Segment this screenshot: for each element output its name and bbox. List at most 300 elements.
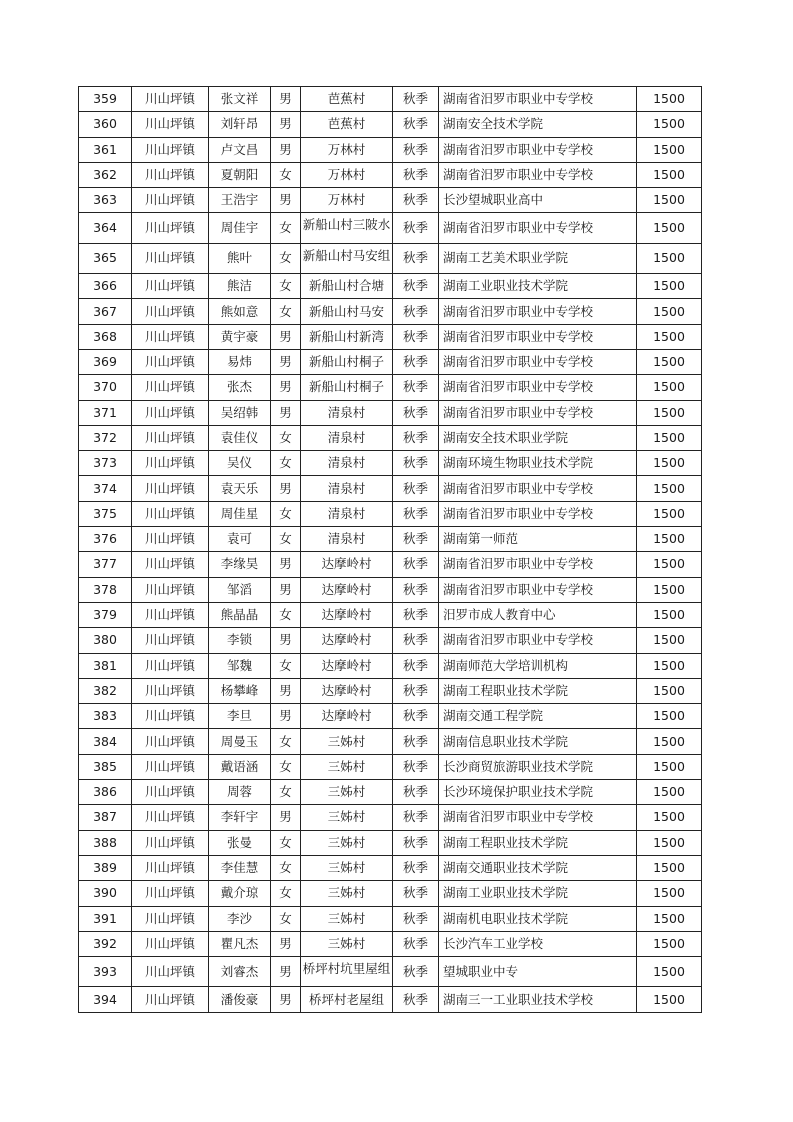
amount-cell: 1500 [637,830,702,855]
term-cell: 秋季 [393,780,439,805]
serial-cell: 361 [79,137,132,162]
gender-cell: 男 [271,678,301,703]
village-cell: 达摩岭村 [301,678,393,703]
amount-cell: 1500 [637,451,702,476]
town-cell: 川山坪镇 [132,881,209,906]
serial-cell: 370 [79,375,132,400]
village-cell: 万林村 [301,137,393,162]
name-cell: 袁天乐 [209,476,271,501]
table-row [79,931,702,956]
table-row [79,602,702,627]
gender-cell: 男 [271,375,301,400]
term-cell: 秋季 [393,425,439,450]
amount-cell: 1500 [637,112,702,137]
amount-cell: 1500 [637,375,702,400]
gender-cell: 男 [271,476,301,501]
village-cell: 新船山村马安 [301,299,393,324]
gender-cell: 男 [271,704,301,729]
village-cell: 清泉村 [301,527,393,552]
amount-cell: 1500 [637,552,702,577]
amount-cell: 1500 [637,501,702,526]
gender-cell: 男 [271,552,301,577]
table-row [79,349,702,374]
gender-cell: 女 [271,243,301,273]
name-cell: 熊叶 [209,243,271,273]
serial-cell: 366 [79,274,132,299]
village-cell: 三姊村 [301,805,393,830]
amount-cell: 1500 [637,704,702,729]
name-cell: 熊如意 [209,299,271,324]
town-cell: 川山坪镇 [132,577,209,602]
amount-cell: 1500 [637,243,702,273]
village-cell: 新船山村新湾 [301,324,393,349]
village-cell: 达摩岭村 [301,602,393,627]
amount-cell: 1500 [637,678,702,703]
village-cell: 清泉村 [301,476,393,501]
town-cell: 川山坪镇 [132,830,209,855]
village-cell: 芭蕉村 [301,87,393,112]
village-cell: 三姊村 [301,729,393,754]
town-cell: 川山坪镇 [132,552,209,577]
gender-cell: 女 [271,162,301,187]
term-cell: 秋季 [393,678,439,703]
gender-cell: 女 [271,213,301,243]
name-cell: 卢文昌 [209,137,271,162]
serial-cell: 365 [79,243,132,273]
school-cell: 湖南省汨罗市职业中专学校 [439,628,637,653]
name-cell: 吴仪 [209,451,271,476]
amount-cell: 1500 [637,527,702,552]
town-cell: 川山坪镇 [132,137,209,162]
school-cell: 湖南省汨罗市职业中专学校 [439,577,637,602]
gender-cell: 女 [271,830,301,855]
name-cell: 杨攀峰 [209,678,271,703]
school-cell: 湖南工业职业技术学院 [439,881,637,906]
table-row [79,451,702,476]
gender-cell: 女 [271,501,301,526]
village-cell: 三姊村 [301,780,393,805]
serial-cell: 392 [79,931,132,956]
amount-cell: 1500 [637,188,702,213]
serial-cell: 369 [79,349,132,374]
amount-cell: 1500 [637,137,702,162]
table-row [79,188,702,213]
term-cell: 秋季 [393,324,439,349]
gender-cell: 女 [271,425,301,450]
table-row [79,729,702,754]
school-cell: 湖南交通职业技术学院 [439,855,637,880]
village-cell: 达摩岭村 [301,552,393,577]
table-row [79,299,702,324]
serial-cell: 384 [79,729,132,754]
amount-cell: 1500 [637,476,702,501]
town-cell: 川山坪镇 [132,349,209,374]
term-cell: 秋季 [393,112,439,137]
town-cell: 川山坪镇 [132,425,209,450]
term-cell: 秋季 [393,527,439,552]
serial-cell: 394 [79,987,132,1012]
village-cell: 万林村 [301,188,393,213]
school-cell: 湖南第一师范 [439,527,637,552]
serial-cell: 386 [79,780,132,805]
name-cell: 张文祥 [209,87,271,112]
serial-cell: 389 [79,855,132,880]
amount-cell: 1500 [637,653,702,678]
table-row [79,112,702,137]
name-cell: 周蓉 [209,780,271,805]
table-row [79,375,702,400]
table-row [79,501,702,526]
town-cell: 川山坪镇 [132,87,209,112]
name-cell: 李沙 [209,906,271,931]
town-cell: 川山坪镇 [132,602,209,627]
name-cell: 李佳慧 [209,855,271,880]
amount-cell: 1500 [637,957,702,987]
school-cell: 湖南省汨罗市职业中专学校 [439,87,637,112]
gender-cell: 女 [271,881,301,906]
amount-cell: 1500 [637,729,702,754]
name-cell: 李缘昊 [209,552,271,577]
amount-cell: 1500 [637,931,702,956]
town-cell: 川山坪镇 [132,754,209,779]
school-cell: 湖南工艺美术职业学院 [439,243,637,273]
gender-cell: 女 [271,729,301,754]
table-row [79,855,702,880]
town-cell: 川山坪镇 [132,957,209,987]
term-cell: 秋季 [393,552,439,577]
town-cell: 川山坪镇 [132,678,209,703]
serial-cell: 383 [79,704,132,729]
gender-cell: 男 [271,577,301,602]
amount-cell: 1500 [637,987,702,1012]
table-row [79,830,702,855]
name-cell: 王浩宇 [209,188,271,213]
name-cell: 戴语涵 [209,754,271,779]
name-cell: 夏朝阳 [209,162,271,187]
town-cell: 川山坪镇 [132,299,209,324]
serial-cell: 380 [79,628,132,653]
table-row [79,906,702,931]
town-cell: 川山坪镇 [132,855,209,880]
amount-cell: 1500 [637,400,702,425]
name-cell: 瞿凡杰 [209,931,271,956]
term-cell: 秋季 [393,188,439,213]
village-cell: 清泉村 [301,451,393,476]
serial-cell: 372 [79,425,132,450]
school-cell: 湖南省汨罗市职业中专学校 [439,501,637,526]
gender-cell: 男 [271,628,301,653]
term-cell: 秋季 [393,349,439,374]
gender-cell: 女 [271,602,301,627]
town-cell: 川山坪镇 [132,987,209,1012]
serial-cell: 367 [79,299,132,324]
term-cell: 秋季 [393,906,439,931]
village-cell: 三姊村 [301,830,393,855]
serial-cell: 393 [79,957,132,987]
serial-cell: 362 [79,162,132,187]
term-cell: 秋季 [393,881,439,906]
village-cell: 三姊村 [301,931,393,956]
term-cell: 秋季 [393,213,439,243]
name-cell: 周佳星 [209,501,271,526]
amount-cell: 1500 [637,349,702,374]
subsidy-list-sheet [78,86,702,1013]
table-row [79,653,702,678]
school-cell: 湖南省汨罗市职业中专学校 [439,213,637,243]
town-cell: 川山坪镇 [132,729,209,754]
table-row [79,987,702,1012]
village-cell: 桥坪村坑里屋组 [301,957,393,987]
village-cell: 三姊村 [301,754,393,779]
town-cell: 川山坪镇 [132,162,209,187]
amount-cell: 1500 [637,299,702,324]
name-cell: 张曼 [209,830,271,855]
table-body [79,87,702,1013]
gender-cell: 男 [271,324,301,349]
term-cell: 秋季 [393,162,439,187]
gender-cell: 女 [271,451,301,476]
serial-cell: 376 [79,527,132,552]
table-row [79,162,702,187]
village-cell: 达摩岭村 [301,628,393,653]
town-cell: 川山坪镇 [132,213,209,243]
serial-cell: 368 [79,324,132,349]
gender-cell: 女 [271,653,301,678]
table-row [79,137,702,162]
gender-cell: 女 [271,855,301,880]
table-row [79,400,702,425]
amount-cell: 1500 [637,628,702,653]
village-cell: 达摩岭村 [301,577,393,602]
school-cell: 湖南机电职业技术学院 [439,906,637,931]
serial-cell: 390 [79,881,132,906]
name-cell: 易炜 [209,349,271,374]
school-cell: 湖南省汨罗市职业中专学校 [439,552,637,577]
village-cell: 新船山村马安组 [301,243,393,273]
town-cell: 川山坪镇 [132,805,209,830]
serial-cell: 378 [79,577,132,602]
amount-cell: 1500 [637,577,702,602]
name-cell: 李锁 [209,628,271,653]
amount-cell: 1500 [637,881,702,906]
village-cell: 新船山村合塘 [301,274,393,299]
name-cell: 刘轩昂 [209,112,271,137]
town-cell: 川山坪镇 [132,628,209,653]
village-cell: 新船山村桐子 [301,349,393,374]
table-row [79,881,702,906]
town-cell: 川山坪镇 [132,906,209,931]
subsidy-table [78,86,702,1013]
school-cell: 湖南三一工业职业技术学校 [439,987,637,1012]
table-row [79,87,702,112]
gender-cell: 男 [271,349,301,374]
gender-cell: 女 [271,906,301,931]
amount-cell: 1500 [637,274,702,299]
table-row [79,678,702,703]
term-cell: 秋季 [393,704,439,729]
amount-cell: 1500 [637,805,702,830]
serial-cell: 374 [79,476,132,501]
school-cell: 长沙汽车工业学校 [439,931,637,956]
term-cell: 秋季 [393,451,439,476]
gender-cell: 女 [271,527,301,552]
table-row [79,704,702,729]
term-cell: 秋季 [393,274,439,299]
town-cell: 川山坪镇 [132,324,209,349]
table-row [79,425,702,450]
amount-cell: 1500 [637,602,702,627]
amount-cell: 1500 [637,425,702,450]
term-cell: 秋季 [393,855,439,880]
table-row [79,780,702,805]
term-cell: 秋季 [393,476,439,501]
term-cell: 秋季 [393,602,439,627]
table-row [79,577,702,602]
school-cell: 湖南省汨罗市职业中专学校 [439,299,637,324]
serial-cell: 382 [79,678,132,703]
school-cell: 长沙望城职业高中 [439,188,637,213]
town-cell: 川山坪镇 [132,476,209,501]
amount-cell: 1500 [637,324,702,349]
school-cell: 湖南省汨罗市职业中专学校 [439,805,637,830]
table-row [79,754,702,779]
amount-cell: 1500 [637,162,702,187]
school-cell: 湖南信息职业技术学院 [439,729,637,754]
gender-cell: 男 [271,931,301,956]
term-cell: 秋季 [393,957,439,987]
serial-cell: 381 [79,653,132,678]
village-cell: 三姊村 [301,855,393,880]
term-cell: 秋季 [393,805,439,830]
term-cell: 秋季 [393,299,439,324]
town-cell: 川山坪镇 [132,653,209,678]
term-cell: 秋季 [393,987,439,1012]
town-cell: 川山坪镇 [132,527,209,552]
school-cell: 湖南省汨罗市职业中专学校 [439,324,637,349]
school-cell: 湖南环境生物职业技术学院 [439,451,637,476]
village-cell: 清泉村 [301,425,393,450]
serial-cell: 363 [79,188,132,213]
gender-cell: 男 [271,400,301,425]
town-cell: 川山坪镇 [132,931,209,956]
table-row [79,628,702,653]
name-cell: 刘睿杰 [209,957,271,987]
school-cell: 湖南省汨罗市职业中专学校 [439,400,637,425]
name-cell: 邹滔 [209,577,271,602]
village-cell: 清泉村 [301,501,393,526]
village-cell: 清泉村 [301,400,393,425]
serial-cell: 364 [79,213,132,243]
school-cell: 湖南工业职业技术学院 [439,274,637,299]
term-cell: 秋季 [393,501,439,526]
name-cell: 袁可 [209,527,271,552]
village-cell: 三姊村 [301,881,393,906]
term-cell: 秋季 [393,628,439,653]
village-cell: 达摩岭村 [301,653,393,678]
name-cell: 李旦 [209,704,271,729]
name-cell: 周佳宇 [209,213,271,243]
term-cell: 秋季 [393,87,439,112]
table-row [79,957,702,987]
term-cell: 秋季 [393,931,439,956]
town-cell: 川山坪镇 [132,704,209,729]
name-cell: 袁佳仪 [209,425,271,450]
town-cell: 川山坪镇 [132,375,209,400]
term-cell: 秋季 [393,653,439,678]
town-cell: 川山坪镇 [132,451,209,476]
school-cell: 湖南省汨罗市职业中专学校 [439,349,637,374]
table-row [79,476,702,501]
amount-cell: 1500 [637,87,702,112]
name-cell: 张杰 [209,375,271,400]
table-row [79,243,702,273]
school-cell: 湖南省汨罗市职业中专学校 [439,162,637,187]
village-cell: 桥坪村老屋组 [301,987,393,1012]
gender-cell: 女 [271,274,301,299]
serial-cell: 377 [79,552,132,577]
amount-cell: 1500 [637,754,702,779]
amount-cell: 1500 [637,780,702,805]
village-cell: 三姊村 [301,906,393,931]
gender-cell: 女 [271,780,301,805]
serial-cell: 373 [79,451,132,476]
term-cell: 秋季 [393,729,439,754]
village-cell: 芭蕉村 [301,112,393,137]
name-cell: 戴介琼 [209,881,271,906]
village-cell: 新船山村三陂水 [301,213,393,243]
serial-cell: 385 [79,754,132,779]
school-cell: 湖南安全技术学院 [439,112,637,137]
gender-cell: 男 [271,87,301,112]
amount-cell: 1500 [637,855,702,880]
serial-cell: 360 [79,112,132,137]
serial-cell: 371 [79,400,132,425]
name-cell: 李轩宇 [209,805,271,830]
school-cell: 望城职业中专 [439,957,637,987]
village-cell: 新船山村桐子 [301,375,393,400]
serial-cell: 379 [79,602,132,627]
school-cell: 湖南省汨罗市职业中专学校 [439,476,637,501]
school-cell: 汨罗市成人教育中心 [439,602,637,627]
school-cell: 湖南安全技术职业学院 [439,425,637,450]
name-cell: 潘俊豪 [209,987,271,1012]
term-cell: 秋季 [393,754,439,779]
school-cell: 长沙商贸旅游职业技术学院 [439,754,637,779]
table-row [79,213,702,243]
town-cell: 川山坪镇 [132,243,209,273]
table-row [79,274,702,299]
table-row [79,324,702,349]
gender-cell: 男 [271,112,301,137]
table-row [79,552,702,577]
serial-cell: 359 [79,87,132,112]
school-cell: 湖南工程职业技术学院 [439,678,637,703]
gender-cell: 男 [271,805,301,830]
town-cell: 川山坪镇 [132,112,209,137]
term-cell: 秋季 [393,375,439,400]
amount-cell: 1500 [637,906,702,931]
name-cell: 邹魏 [209,653,271,678]
school-cell: 湖南师范大学培训机构 [439,653,637,678]
school-cell: 湖南省汨罗市职业中专学校 [439,137,637,162]
serial-cell: 387 [79,805,132,830]
name-cell: 周曼玉 [209,729,271,754]
school-cell: 湖南省汨罗市职业中专学校 [439,375,637,400]
name-cell: 熊晶晶 [209,602,271,627]
term-cell: 秋季 [393,830,439,855]
term-cell: 秋季 [393,137,439,162]
name-cell: 吴绍韩 [209,400,271,425]
